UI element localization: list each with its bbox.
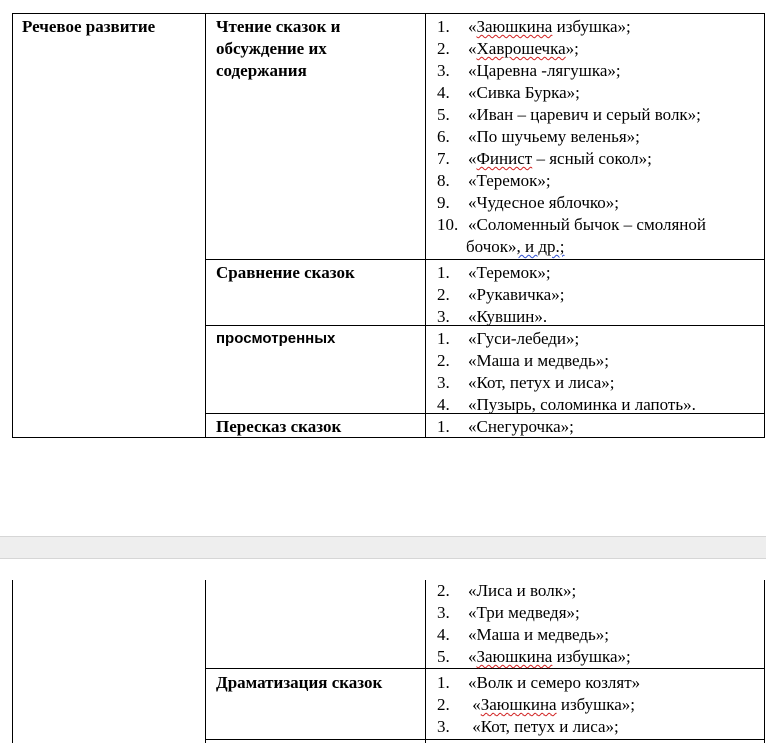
activity-viewed: просмотренных — [216, 330, 336, 347]
section-title: Речевое развитие — [22, 17, 156, 36]
list-item: 4. «Сивка Бурка»; — [437, 83, 580, 102]
list-item: 4. «Пузырь, соломинка и лапоть». — [437, 395, 696, 414]
list-item: 3. «Кувшин». — [437, 307, 548, 326]
retelling-tales-list — [437, 416, 762, 438]
activity-comparison: Сравнение сказок — [216, 263, 355, 282]
list-item: 7. «Финист – ясный сокол»; — [437, 149, 652, 168]
list-item: 4. «Маша и медведь»; — [437, 625, 609, 644]
dramatization-tales-list — [437, 672, 762, 738]
comparison-tales-list — [437, 262, 762, 328]
column-divider-1 — [205, 580, 206, 743]
row-divider-1 — [205, 259, 765, 260]
column-divider-2 — [425, 13, 426, 438]
list-item: 6. «По шучьему веленья»; — [437, 127, 640, 146]
list-item: 10. «Соломенный бычок – смоляной бочок», и др.; — [437, 215, 706, 256]
column-divider-2 — [425, 580, 426, 743]
list-item: 2. «Лиса и волк»; — [437, 581, 577, 600]
list-item: 3. «Кот, петух и лиса»; — [437, 717, 619, 736]
table-right-border — [764, 13, 765, 438]
list-item: 2. «Заюшкина избушка»; — [437, 695, 636, 714]
list-item: 2. «Хаврошечка»; — [437, 39, 579, 58]
list-item: 8. «Теремок»; — [437, 171, 551, 190]
list-item: 1. «Теремок»; — [437, 263, 551, 282]
activity-reading: Чтение сказок и обсуждение их содержания — [216, 17, 341, 80]
retelling-tales-list-continued — [437, 580, 762, 668]
table-left-border — [12, 580, 13, 743]
list-item: 5. «Иван – царевич и серый волк»; — [437, 105, 701, 124]
list-item: 5. «Заюшкина избушка»; — [437, 647, 631, 666]
list-item: 2. «Рукавичка»; — [437, 285, 565, 304]
page-break-gap — [0, 536, 766, 559]
list-item: 3. «Три медведя»; — [437, 603, 580, 622]
list-item: 1. «Гуси-лебеди»; — [437, 329, 580, 348]
list-item: 3. «Царевна -лягушка»; — [437, 61, 621, 80]
column-divider-1 — [205, 13, 206, 438]
list-item: 1. «Снегурочка»; — [437, 417, 574, 436]
viewed-tales-list — [437, 328, 762, 416]
table-right-border — [764, 580, 765, 743]
row-divider — [205, 668, 765, 669]
table-left-border — [12, 13, 13, 438]
activity-dramatization: Драматизация сказок — [216, 673, 383, 692]
row-divider-bottom — [205, 739, 765, 740]
reading-tales-list — [437, 16, 762, 258]
table-top-border — [12, 13, 765, 14]
list-item: 3. «Кот, петух и лиса»; — [437, 373, 615, 392]
list-item: 2. «Маша и медведь»; — [437, 351, 609, 370]
list-item: 1. «Заюшкина избушка»; — [437, 17, 631, 36]
list-item: 1. «Волк и семеро козлят» — [437, 673, 641, 692]
list-item: 9. «Чудесное яблочко»; — [437, 193, 619, 212]
activity-retelling: Пересказ сказок — [216, 417, 342, 436]
